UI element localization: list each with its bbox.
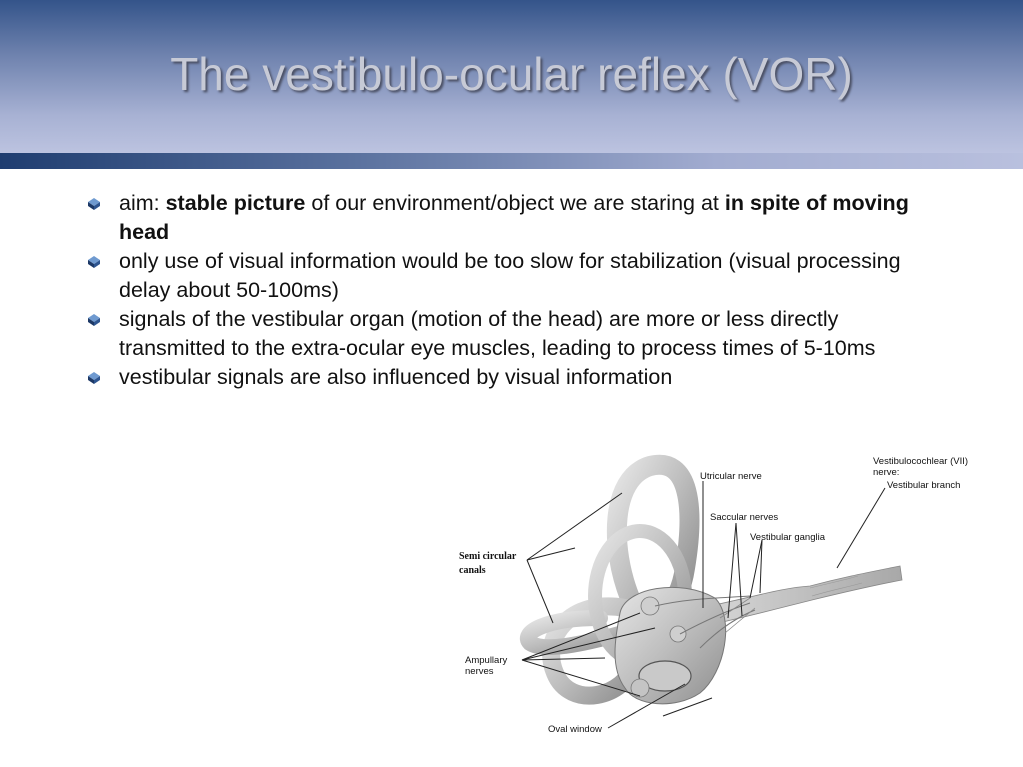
bullet-text: aim: [119, 191, 166, 215]
bullet-emphasis: stable picture [165, 191, 306, 215]
inner-ear-diagram [450, 448, 990, 748]
label-vestibular-branch: Vestibular branch [887, 480, 961, 491]
label-vestibulocochlear-nerve-suffix: nerve: [873, 467, 900, 478]
bullet-text: of our environment/object we are staring at [305, 191, 725, 215]
label-utricular-nerve: Utricular nerve [700, 471, 762, 482]
bullet-diamond-icon [88, 256, 100, 268]
bullet-text: signals of the vestibular organ (motion of the head) are more or less directly transmitted to the extra-ocular eye muscles, leading to process times of 5-10ms [119, 307, 876, 360]
label-saccular-nerves: Saccular nerves [710, 512, 779, 523]
bullet-item [88, 305, 948, 363]
bullet-list [88, 189, 948, 392]
title-banner-stripe [0, 153, 1023, 169]
inner-ear-illustration [450, 448, 990, 748]
label-semicircular-canals-2: canals [459, 565, 486, 576]
bullet-item [88, 189, 948, 247]
bullet-item [88, 363, 948, 392]
bullet-diamond-icon [88, 372, 100, 384]
label-vestibulocochlear-nerve: Vestibulocochlear (VII) [873, 456, 969, 467]
label-ampullary-nerves: Ampullary [465, 655, 508, 666]
label-ampullary-nerves-2: nerves [465, 666, 494, 677]
bullet-text: vestibular signals are also influenced by visual information [119, 365, 673, 389]
bullet-diamond-icon [88, 198, 100, 210]
label-semicircular-canals: Semi circular [459, 551, 517, 562]
bullet-diamond-icon [88, 314, 100, 326]
label-vestibular-ganglia: Vestibular ganglia [750, 532, 825, 543]
bullet-emphasis: in spite of moving head [119, 191, 909, 244]
slide-title: The vestibulo-ocular reflex (VOR) [170, 48, 853, 100]
bullet-text: only use of visual information would be too slow for stabilization (visual processing delay about 50-100ms) [119, 249, 901, 302]
bullet-item [88, 247, 948, 305]
label-oval-window: Oval window [548, 724, 602, 735]
